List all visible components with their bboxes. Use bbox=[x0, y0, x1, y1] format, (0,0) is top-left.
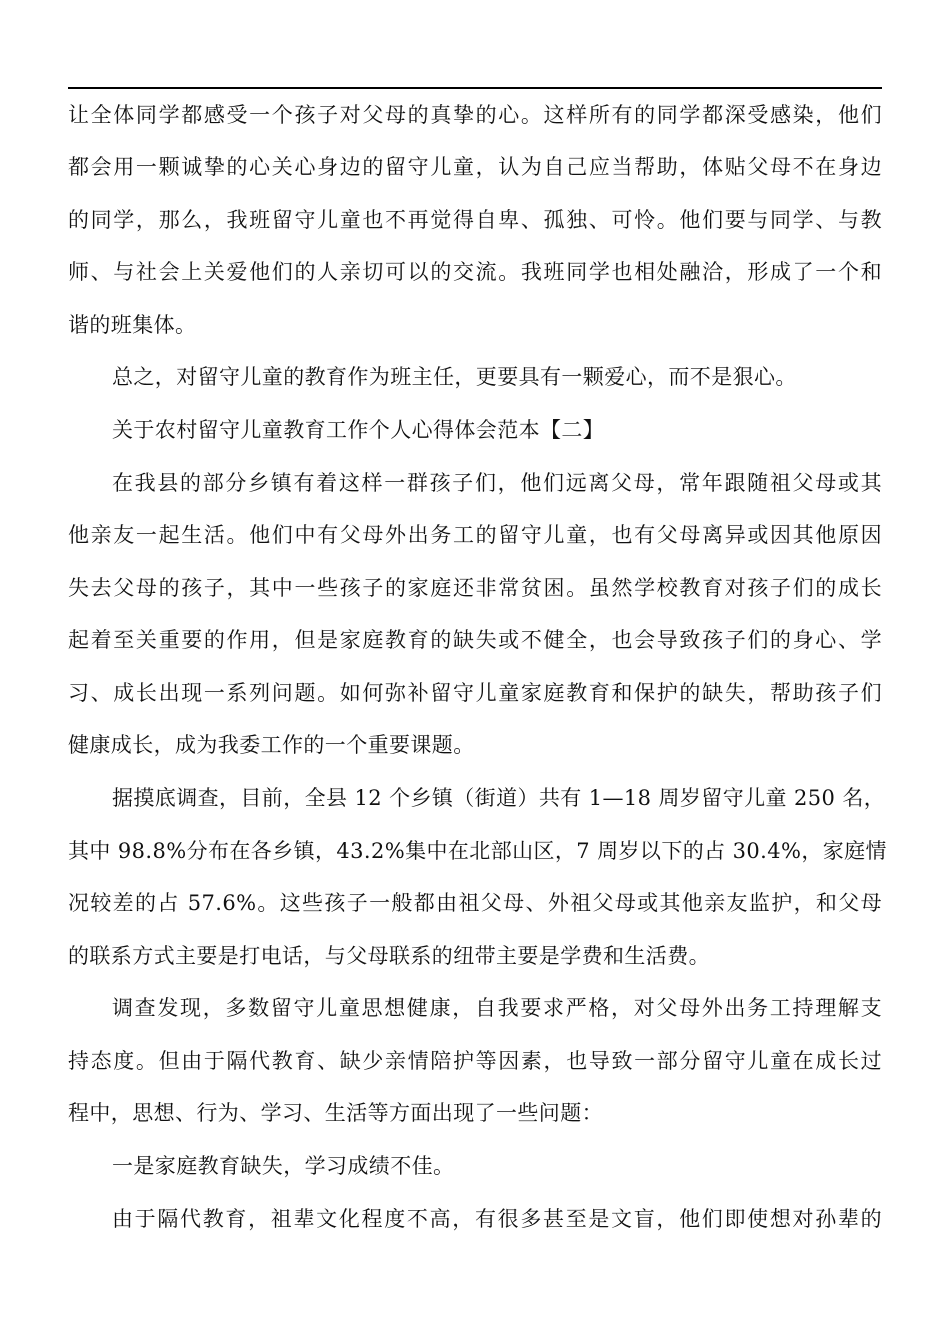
text-line: 在我县的部分乡镇有着这样一群孩子们，他们远离父母，常年跟随祖父母或其 bbox=[112, 471, 882, 495]
text-line: 持态度。但由于隔代教育、缺少亲情陪护等因素，也导致一部分留守儿童在成长过 bbox=[68, 1049, 882, 1073]
text-line: 由于隔代教育，祖辈文化程度不高，有很多甚至是文盲，他们即使想对孙辈的 bbox=[112, 1207, 882, 1231]
text-line: 谐的班集体。 bbox=[68, 313, 197, 337]
section-heading: 关于农村留守儿童教育工作个人心得体会范本【二】 bbox=[112, 418, 605, 442]
text-line: 让全体同学都感受一个孩子对父母的真挚的心。这样所有的同学都深受感染，他们 bbox=[68, 103, 882, 127]
point-heading: 一是家庭教育缺失，学习成绩不佳。 bbox=[112, 1154, 455, 1178]
text-line: 况较差的占 57.6%。这些孩子一般都由祖父母、外祖父母或其他亲友监护，和父母 bbox=[68, 891, 882, 915]
text-line: 调查发现，多数留守儿童思想健康，自我要求严格，对父母外出务工持理解支 bbox=[112, 996, 882, 1020]
text-line: 师、与社会上关爱他们的人亲切可以的交流。我班同学也相处融洽，形成了一个和 bbox=[68, 260, 882, 284]
text-line: 都会用一颗诚挚的心关心身边的留守儿童，认为自己应当帮助，体贴父母不在身边 bbox=[68, 155, 882, 179]
text-line: 程中，思想、行为、学习、生活等方面出现了一些问题： bbox=[68, 1101, 603, 1125]
text-line: 他亲友一起生活。他们中有父母外出务工的留守儿童，也有父母离异或因其他原因 bbox=[68, 523, 882, 547]
text-line: 的联系方式主要是打电话，与父母联系的纽带主要是学费和生活费。 bbox=[68, 944, 710, 968]
conclusion-paragraph: 总之，对留守儿童的教育作为班主任，更要具有一颗爱心，而不是狠心。 bbox=[112, 365, 797, 389]
text-line: 健康成长，成为我委工作的一个重要课题。 bbox=[68, 733, 475, 757]
text-line: 起着至关重要的作用，但是家庭教育的缺失或不健全，也会导致孩子们的身心、学 bbox=[68, 628, 882, 652]
header-rule bbox=[68, 87, 882, 89]
text-line: 的同学，那么，我班留守儿童也不再觉得自卑、孤独、可怜。他们要与同学、与教 bbox=[68, 208, 882, 232]
text-line: 其中 98.8%分布在各乡镇，43.2%集中在北部山区，7 周岁以下的占 30.4%，家庭情 bbox=[68, 839, 887, 863]
text-line: 失去父母的孩子，其中一些孩子的家庭还非常贫困。虽然学校教育对孩子们的成长 bbox=[68, 576, 882, 600]
text-line: 据摸底调查，目前，全县 12 个乡镇（街道）共有 1—18 周岁留守儿童 250 名， bbox=[112, 786, 886, 810]
text-line: 习、成长出现一系列问题。如何弥补留守儿童家庭教育和保护的缺失，帮助孩子们 bbox=[68, 681, 882, 705]
